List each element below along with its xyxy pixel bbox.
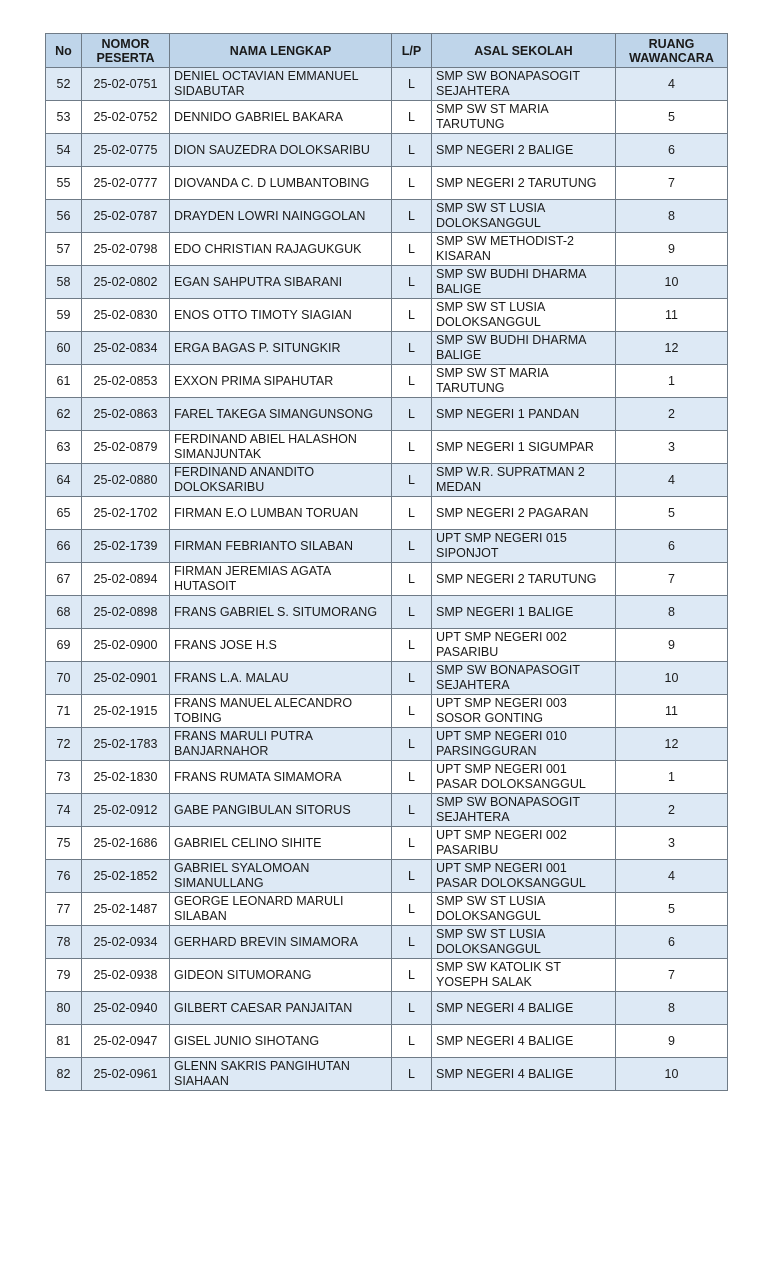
cell-nomor-peserta: 25-02-0802 bbox=[82, 266, 170, 299]
table-row bbox=[46, 233, 728, 266]
cell-lp: L bbox=[392, 629, 432, 662]
header-asal-sekolah: ASAL SEKOLAH bbox=[432, 34, 616, 68]
cell-nama-lengkap: FRANS L.A. MALAU bbox=[170, 662, 392, 695]
cell-ruang-wawancara: 7 bbox=[616, 959, 728, 992]
cell-nomor-peserta: 25-02-0898 bbox=[82, 596, 170, 629]
cell-nama-lengkap: EDO CHRISTIAN RAJAGUKGUK bbox=[170, 233, 392, 266]
cell-ruang-wawancara: 12 bbox=[616, 332, 728, 365]
cell-no: 65 bbox=[46, 497, 82, 530]
cell-nomor-peserta: 25-02-0894 bbox=[82, 563, 170, 596]
cell-lp: L bbox=[392, 827, 432, 860]
cell-nomor-peserta: 25-02-0775 bbox=[82, 134, 170, 167]
cell-no: 80 bbox=[46, 992, 82, 1025]
cell-lp: L bbox=[392, 332, 432, 365]
cell-no: 55 bbox=[46, 167, 82, 200]
cell-no: 70 bbox=[46, 662, 82, 695]
cell-ruang-wawancara: 5 bbox=[616, 497, 728, 530]
cell-asal-sekolah: SMP SW BONAPASOGIT SEJAHTERA bbox=[432, 794, 616, 827]
table-row bbox=[46, 563, 728, 596]
table-row bbox=[46, 134, 728, 167]
cell-lp: L bbox=[392, 464, 432, 497]
cell-nama-lengkap: DENNIDO GABRIEL BAKARA bbox=[170, 101, 392, 134]
cell-asal-sekolah: SMP SW KATOLIK ST YOSEPH SALAK bbox=[432, 959, 616, 992]
cell-asal-sekolah: SMP SW BUDHI DHARMA BALIGE bbox=[432, 332, 616, 365]
cell-nomor-peserta: 25-02-0880 bbox=[82, 464, 170, 497]
cell-lp: L bbox=[392, 695, 432, 728]
cell-nomor-peserta: 25-02-0940 bbox=[82, 992, 170, 1025]
table-row bbox=[46, 761, 728, 794]
cell-nama-lengkap: DENIEL OCTAVIAN EMMANUEL SIDABUTAR bbox=[170, 68, 392, 101]
cell-nama-lengkap: DION SAUZEDRA DOLOKSARIBU bbox=[170, 134, 392, 167]
cell-no: 69 bbox=[46, 629, 82, 662]
cell-nomor-peserta: 25-02-0961 bbox=[82, 1058, 170, 1091]
table-row bbox=[46, 992, 728, 1025]
cell-lp: L bbox=[392, 68, 432, 101]
cell-no: 81 bbox=[46, 1025, 82, 1058]
cell-ruang-wawancara: 4 bbox=[616, 464, 728, 497]
cell-nama-lengkap: GEORGE LEONARD MARULI SILABAN bbox=[170, 893, 392, 926]
cell-nomor-peserta: 25-02-1739 bbox=[82, 530, 170, 563]
cell-asal-sekolah: SMP W.R. SUPRATMAN 2 MEDAN bbox=[432, 464, 616, 497]
cell-nomor-peserta: 25-02-0901 bbox=[82, 662, 170, 695]
cell-nomor-peserta: 25-02-1830 bbox=[82, 761, 170, 794]
cell-ruang-wawancara: 10 bbox=[616, 266, 728, 299]
cell-ruang-wawancara: 6 bbox=[616, 530, 728, 563]
cell-nomor-peserta: 25-02-0798 bbox=[82, 233, 170, 266]
table-row bbox=[46, 1025, 728, 1058]
cell-lp: L bbox=[392, 101, 432, 134]
table-row bbox=[46, 365, 728, 398]
header-row bbox=[46, 34, 728, 68]
cell-no: 75 bbox=[46, 827, 82, 860]
cell-asal-sekolah: UPT SMP NEGERI 010 PARSINGGURAN bbox=[432, 728, 616, 761]
cell-nama-lengkap: GABRIEL CELINO SIHITE bbox=[170, 827, 392, 860]
cell-ruang-wawancara: 4 bbox=[616, 860, 728, 893]
cell-lp: L bbox=[392, 563, 432, 596]
cell-ruang-wawancara: 9 bbox=[616, 233, 728, 266]
cell-asal-sekolah: SMP NEGERI 2 BALIGE bbox=[432, 134, 616, 167]
cell-nomor-peserta: 25-02-0853 bbox=[82, 365, 170, 398]
cell-lp: L bbox=[392, 134, 432, 167]
cell-no: 82 bbox=[46, 1058, 82, 1091]
cell-asal-sekolah: SMP NEGERI 2 TARUTUNG bbox=[432, 167, 616, 200]
cell-lp: L bbox=[392, 200, 432, 233]
cell-asal-sekolah: UPT SMP NEGERI 003 SOSOR GONTING bbox=[432, 695, 616, 728]
cell-ruang-wawancara: 4 bbox=[616, 68, 728, 101]
table-row bbox=[46, 662, 728, 695]
cell-no: 59 bbox=[46, 299, 82, 332]
cell-nama-lengkap: FIRMAN E.O LUMBAN TORUAN bbox=[170, 497, 392, 530]
header-no: No bbox=[46, 34, 82, 68]
cell-nama-lengkap: FRANS JOSE H.S bbox=[170, 629, 392, 662]
cell-nama-lengkap: FAREL TAKEGA SIMANGUNSONG bbox=[170, 398, 392, 431]
cell-nama-lengkap: ENOS OTTO TIMOTY SIAGIAN bbox=[170, 299, 392, 332]
table-row bbox=[46, 299, 728, 332]
cell-no: 64 bbox=[46, 464, 82, 497]
table-row bbox=[46, 464, 728, 497]
header-nomor-peserta: NOMOR PESERTA bbox=[82, 34, 170, 68]
table-row bbox=[46, 332, 728, 365]
cell-ruang-wawancara: 1 bbox=[616, 365, 728, 398]
cell-nomor-peserta: 25-02-1686 bbox=[82, 827, 170, 860]
cell-nomor-peserta: 25-02-0912 bbox=[82, 794, 170, 827]
cell-lp: L bbox=[392, 233, 432, 266]
cell-asal-sekolah: SMP NEGERI 4 BALIGE bbox=[432, 1025, 616, 1058]
table-row bbox=[46, 68, 728, 101]
cell-lp: L bbox=[392, 926, 432, 959]
table-header bbox=[46, 34, 728, 68]
cell-asal-sekolah: UPT SMP NEGERI 015 SIPONJOT bbox=[432, 530, 616, 563]
cell-no: 76 bbox=[46, 860, 82, 893]
cell-lp: L bbox=[392, 761, 432, 794]
cell-ruang-wawancara: 9 bbox=[616, 629, 728, 662]
cell-lp: L bbox=[392, 662, 432, 695]
cell-nomor-peserta: 25-02-0900 bbox=[82, 629, 170, 662]
cell-asal-sekolah: SMP NEGERI 4 BALIGE bbox=[432, 992, 616, 1025]
cell-no: 53 bbox=[46, 101, 82, 134]
cell-ruang-wawancara: 5 bbox=[616, 893, 728, 926]
cell-ruang-wawancara: 8 bbox=[616, 200, 728, 233]
cell-no: 62 bbox=[46, 398, 82, 431]
table-row bbox=[46, 893, 728, 926]
cell-asal-sekolah: UPT SMP NEGERI 001 PASAR DOLOKSANGGUL bbox=[432, 860, 616, 893]
header-lp: L/P bbox=[392, 34, 432, 68]
table-row bbox=[46, 596, 728, 629]
header-nama-lengkap: NAMA LENGKAP bbox=[170, 34, 392, 68]
cell-nomor-peserta: 25-02-1915 bbox=[82, 695, 170, 728]
table-row bbox=[46, 860, 728, 893]
cell-nama-lengkap: DIOVANDA C. D LUMBANTOBING bbox=[170, 167, 392, 200]
cell-no: 63 bbox=[46, 431, 82, 464]
cell-nama-lengkap: GERHARD BREVIN SIMAMORA bbox=[170, 926, 392, 959]
cell-nomor-peserta: 25-02-0777 bbox=[82, 167, 170, 200]
cell-lp: L bbox=[392, 794, 432, 827]
table-row bbox=[46, 1058, 728, 1091]
table-row bbox=[46, 398, 728, 431]
cell-no: 79 bbox=[46, 959, 82, 992]
header-ruang-wawancara: RUANG WAWANCARA bbox=[616, 34, 728, 68]
cell-lp: L bbox=[392, 431, 432, 464]
cell-nama-lengkap: GISEL JUNIO SIHOTANG bbox=[170, 1025, 392, 1058]
cell-nomor-peserta: 25-02-0787 bbox=[82, 200, 170, 233]
cell-asal-sekolah: SMP SW ST LUSIA DOLOKSANGGUL bbox=[432, 299, 616, 332]
cell-nama-lengkap: DRAYDEN LOWRI NAINGGOLAN bbox=[170, 200, 392, 233]
cell-nama-lengkap: ERGA BAGAS P. SITUNGKIR bbox=[170, 332, 392, 365]
cell-nama-lengkap: FRANS GABRIEL S. SITUMORANG bbox=[170, 596, 392, 629]
cell-no: 74 bbox=[46, 794, 82, 827]
cell-nomor-peserta: 25-02-0834 bbox=[82, 332, 170, 365]
cell-lp: L bbox=[392, 365, 432, 398]
cell-nomor-peserta: 25-02-1852 bbox=[82, 860, 170, 893]
cell-no: 56 bbox=[46, 200, 82, 233]
cell-no: 71 bbox=[46, 695, 82, 728]
cell-lp: L bbox=[392, 860, 432, 893]
table-row bbox=[46, 200, 728, 233]
cell-nomor-peserta: 25-02-1487 bbox=[82, 893, 170, 926]
cell-no: 60 bbox=[46, 332, 82, 365]
cell-no: 52 bbox=[46, 68, 82, 101]
cell-asal-sekolah: SMP SW ST LUSIA DOLOKSANGGUL bbox=[432, 893, 616, 926]
cell-ruang-wawancara: 7 bbox=[616, 563, 728, 596]
cell-nomor-peserta: 25-02-1783 bbox=[82, 728, 170, 761]
cell-ruang-wawancara: 12 bbox=[616, 728, 728, 761]
table-row bbox=[46, 101, 728, 134]
cell-lp: L bbox=[392, 266, 432, 299]
cell-nomor-peserta: 25-02-0751 bbox=[82, 68, 170, 101]
cell-nomor-peserta: 25-02-0879 bbox=[82, 431, 170, 464]
cell-nomor-peserta: 25-02-1702 bbox=[82, 497, 170, 530]
cell-asal-sekolah: SMP SW ST MARIA TARUTUNG bbox=[432, 365, 616, 398]
cell-nama-lengkap: FRANS MANUEL ALECANDRO TOBING bbox=[170, 695, 392, 728]
table-row bbox=[46, 266, 728, 299]
cell-ruang-wawancara: 3 bbox=[616, 431, 728, 464]
table-row bbox=[46, 167, 728, 200]
cell-no: 57 bbox=[46, 233, 82, 266]
cell-no: 72 bbox=[46, 728, 82, 761]
cell-lp: L bbox=[392, 299, 432, 332]
cell-no: 77 bbox=[46, 893, 82, 926]
cell-ruang-wawancara: 6 bbox=[616, 134, 728, 167]
cell-ruang-wawancara: 1 bbox=[616, 761, 728, 794]
cell-nomor-peserta: 25-02-0830 bbox=[82, 299, 170, 332]
participant-table bbox=[45, 33, 728, 1091]
table-row bbox=[46, 695, 728, 728]
cell-lp: L bbox=[392, 596, 432, 629]
cell-ruang-wawancara: 8 bbox=[616, 596, 728, 629]
cell-no: 61 bbox=[46, 365, 82, 398]
table-row bbox=[46, 794, 728, 827]
cell-ruang-wawancara: 2 bbox=[616, 398, 728, 431]
cell-nama-lengkap: FERDINAND ANANDITO DOLOKSARIBU bbox=[170, 464, 392, 497]
cell-ruang-wawancara: 8 bbox=[616, 992, 728, 1025]
cell-lp: L bbox=[392, 728, 432, 761]
cell-asal-sekolah: SMP SW METHODIST-2 KISARAN bbox=[432, 233, 616, 266]
cell-asal-sekolah: SMP NEGERI 4 BALIGE bbox=[432, 1058, 616, 1091]
cell-ruang-wawancara: 7 bbox=[616, 167, 728, 200]
cell-asal-sekolah: SMP SW BONAPASOGIT SEJAHTERA bbox=[432, 68, 616, 101]
cell-nomor-peserta: 25-02-0947 bbox=[82, 1025, 170, 1058]
table-row bbox=[46, 728, 728, 761]
cell-lp: L bbox=[392, 530, 432, 563]
cell-nama-lengkap: FERDINAND ABIEL HALASHON SIMANJUNTAK bbox=[170, 431, 392, 464]
cell-nomor-peserta: 25-02-0863 bbox=[82, 398, 170, 431]
cell-asal-sekolah: SMP SW BUDHI DHARMA BALIGE bbox=[432, 266, 616, 299]
cell-asal-sekolah: SMP NEGERI 2 TARUTUNG bbox=[432, 563, 616, 596]
cell-nama-lengkap: GIDEON SITUMORANG bbox=[170, 959, 392, 992]
cell-nama-lengkap: GLENN SAKRIS PANGIHUTAN SIAHAAN bbox=[170, 1058, 392, 1091]
cell-asal-sekolah: SMP SW BONAPASOGIT SEJAHTERA bbox=[432, 662, 616, 695]
cell-lp: L bbox=[392, 959, 432, 992]
cell-nama-lengkap: FIRMAN JEREMIAS AGATA HUTASOIT bbox=[170, 563, 392, 596]
cell-ruang-wawancara: 9 bbox=[616, 1025, 728, 1058]
cell-ruang-wawancara: 2 bbox=[616, 794, 728, 827]
cell-asal-sekolah: SMP SW ST LUSIA DOLOKSANGGUL bbox=[432, 200, 616, 233]
cell-asal-sekolah: UPT SMP NEGERI 001 PASAR DOLOKSANGGUL bbox=[432, 761, 616, 794]
cell-asal-sekolah: SMP NEGERI 1 SIGUMPAR bbox=[432, 431, 616, 464]
cell-no: 68 bbox=[46, 596, 82, 629]
cell-lp: L bbox=[392, 992, 432, 1025]
cell-no: 78 bbox=[46, 926, 82, 959]
cell-asal-sekolah: SMP SW ST MARIA TARUTUNG bbox=[432, 101, 616, 134]
cell-asal-sekolah: SMP NEGERI 1 BALIGE bbox=[432, 596, 616, 629]
cell-ruang-wawancara: 6 bbox=[616, 926, 728, 959]
table-row bbox=[46, 926, 728, 959]
cell-nama-lengkap: FIRMAN FEBRIANTO SILABAN bbox=[170, 530, 392, 563]
cell-nama-lengkap: FRANS RUMATA SIMAMORA bbox=[170, 761, 392, 794]
cell-lp: L bbox=[392, 497, 432, 530]
table-row bbox=[46, 431, 728, 464]
table-row bbox=[46, 959, 728, 992]
cell-ruang-wawancara: 10 bbox=[616, 1058, 728, 1091]
cell-nomor-peserta: 25-02-0934 bbox=[82, 926, 170, 959]
cell-no: 67 bbox=[46, 563, 82, 596]
cell-lp: L bbox=[392, 398, 432, 431]
cell-ruang-wawancara: 10 bbox=[616, 662, 728, 695]
table-row bbox=[46, 530, 728, 563]
cell-ruang-wawancara: 11 bbox=[616, 299, 728, 332]
cell-asal-sekolah: SMP NEGERI 1 PANDAN bbox=[432, 398, 616, 431]
table-row bbox=[46, 827, 728, 860]
cell-no: 66 bbox=[46, 530, 82, 563]
cell-nama-lengkap: EXXON PRIMA SIPAHUTAR bbox=[170, 365, 392, 398]
cell-lp: L bbox=[392, 1058, 432, 1091]
table-body bbox=[46, 68, 728, 1091]
cell-lp: L bbox=[392, 893, 432, 926]
cell-nomor-peserta: 25-02-0938 bbox=[82, 959, 170, 992]
cell-ruang-wawancara: 3 bbox=[616, 827, 728, 860]
cell-asal-sekolah: SMP SW ST LUSIA DOLOKSANGGUL bbox=[432, 926, 616, 959]
cell-lp: L bbox=[392, 167, 432, 200]
cell-nama-lengkap: GABE PANGIBULAN SITORUS bbox=[170, 794, 392, 827]
table-row bbox=[46, 629, 728, 662]
cell-nama-lengkap: EGAN SAHPUTRA SIBARANI bbox=[170, 266, 392, 299]
table-row bbox=[46, 497, 728, 530]
cell-asal-sekolah: SMP NEGERI 2 PAGARAN bbox=[432, 497, 616, 530]
cell-asal-sekolah: UPT SMP NEGERI 002 PASARIBU bbox=[432, 629, 616, 662]
cell-nama-lengkap: GABRIEL SYALOMOAN SIMANULLANG bbox=[170, 860, 392, 893]
cell-no: 58 bbox=[46, 266, 82, 299]
cell-ruang-wawancara: 11 bbox=[616, 695, 728, 728]
cell-nama-lengkap: GILBERT CAESAR PANJAITAN bbox=[170, 992, 392, 1025]
cell-nama-lengkap: FRANS MARULI PUTRA BANJARNAHOR bbox=[170, 728, 392, 761]
cell-nomor-peserta: 25-02-0752 bbox=[82, 101, 170, 134]
cell-ruang-wawancara: 5 bbox=[616, 101, 728, 134]
cell-lp: L bbox=[392, 1025, 432, 1058]
cell-asal-sekolah: UPT SMP NEGERI 002 PASARIBU bbox=[432, 827, 616, 860]
cell-no: 54 bbox=[46, 134, 82, 167]
cell-no: 73 bbox=[46, 761, 82, 794]
